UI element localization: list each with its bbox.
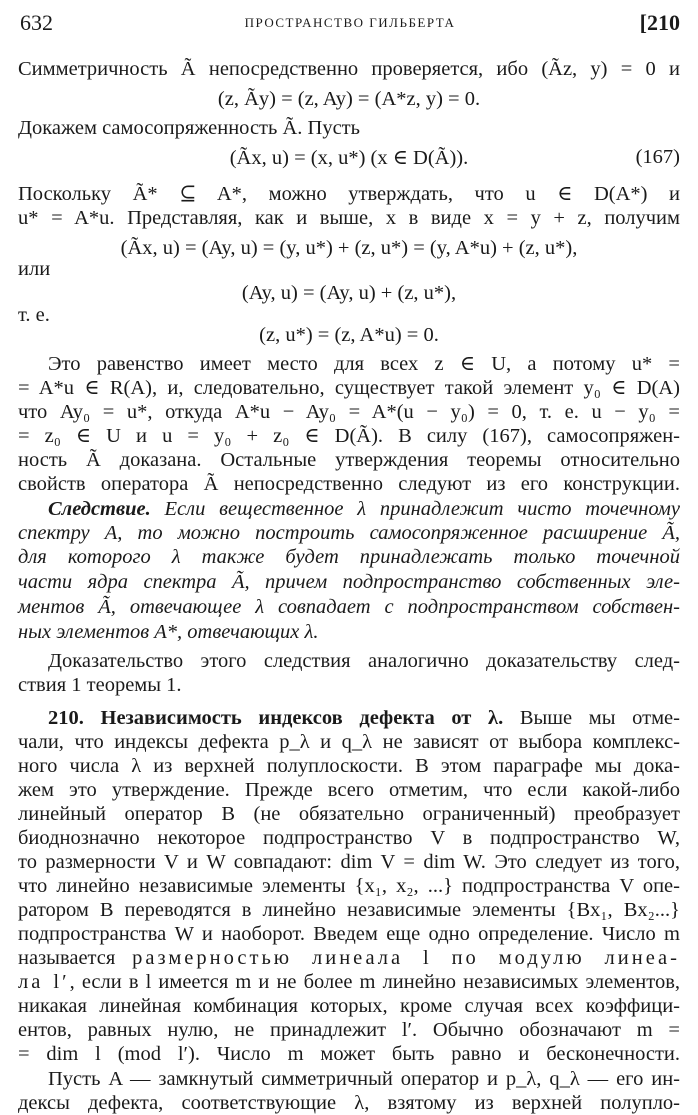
display-equation: (z, Ãy) = (z, Ay) = (A*z, y) = 0. (217, 88, 481, 110)
equation-number: (167) (635, 146, 680, 168)
text-line: Докажем самосопряженность Ã. Пусть (18, 117, 360, 139)
text-line: что линейно независимые элементы {x₁, x₂, ...} подпространства V опе- (18, 875, 680, 897)
corollary-line: части ядра спектра Ã, причем подпространство собственных эле- (18, 571, 680, 593)
text-line: биоднозначно некоторое подпространство V в подпространство W, (18, 827, 680, 849)
text-line: ствия 1 теоремы 1. (18, 674, 182, 696)
display-equation: (Ãx, u) = (Ay, u) = (y, u*) + (z, u*) = (y, A*u) + (z, u*), (120, 237, 578, 259)
corollary-label: Следствие. (48, 498, 151, 520)
text-line: ентов, равных нулю, не принадлежит l′. Обычно обозначают m = (18, 1019, 680, 1041)
display-equation: (Ãx, u) = (x, u*) (x ∈ D(Ã)). (229, 147, 469, 169)
text-line: свойств оператора Ã непосредственно следуют из его конструкции. (18, 473, 680, 495)
text-line: т. е. (18, 304, 50, 326)
text-line: дексы дефекта, соответствующие λ, взятому из верхней полупло- (18, 1092, 680, 1114)
definition-line: ла l′, если в l имеется m и не более m линейно независимых элементов, (18, 971, 680, 993)
text-line: u* = A*u. Представляя, как и выше, x в виде x = y + z, получим (18, 207, 680, 229)
text-line: Симметричность Ã непосредственно проверяется, ибо (Ãz, y) = 0 и (18, 58, 680, 80)
text-line: Доказательство этого следствия аналогично доказательству след- (48, 650, 680, 672)
section-heading-line: 210. Независимость индексов дефекта от λ. Выше мы отме- (48, 707, 680, 729)
text-line: = A*u ∈ R(A), и, следовательно, существует такой элемент y₀ ∈ D(A) (18, 377, 680, 399)
text-line: жем это утверждение. Прежде всего отметим, что если какой-либо (18, 779, 680, 801)
running-header (20, 10, 680, 36)
text-line: то размерности V и W совпадают: dim V = dim W. Это следует из того, (18, 851, 680, 873)
text-line: ратором B переводятся в линейно независимые элементы {Bx₁, Bx₂...} (18, 899, 680, 921)
definition-line: называется размерностью линеала l по модулю линеа- (18, 947, 680, 969)
text-line: линейный оператор B (не обязательно ограниченный) преобразует (18, 803, 680, 825)
text-line: что Ay₀ = u*, откуда A*u − Ay₀ = A*(u − y₀) = 0, т. е. u − y₀ = (18, 401, 680, 423)
text-line: или (18, 258, 51, 280)
corollary-line: Следствие. Если вещественное λ принадлежит чисто точечному (48, 498, 680, 520)
text-line: Это равенство имеет место для всех z ∈ U, а потому u* = (48, 353, 680, 375)
text-line: чали, что индексы дефекта p_λ и q_λ не зависят от выбора комплекс- (18, 731, 680, 753)
corollary-line: спектру A, то можно построить самосопряженное расширение Ã, (18, 522, 680, 544)
corollary-line: ных элементов A*, отвечающих λ. (18, 621, 319, 643)
text-line: = z₀ ∈ U и u = y₀ + z₀ ∈ D(Ã). В силу (167), самосопряжен- (18, 425, 680, 447)
text-line: Поскольку Ã* ⊆ A*, можно утверждать, что u ∈ D(A*) и (18, 183, 680, 205)
display-equation: (z, u*) = (z, A*u) = 0. (259, 324, 439, 346)
display-equation: (Ay, u) = (Ay, u) + (z, u*), (241, 282, 457, 304)
corollary-line: ментов Ã, отвечающее λ совпадает с подпространством собствен- (18, 596, 680, 618)
text-line: Пусть A — замкнутый симметричный оператор и p_λ, q_λ — его ин- (48, 1068, 680, 1090)
text-line: ность Ã доказана. Остальные утверждения теоремы относительно (18, 449, 680, 471)
running-title: ПРОСТРАНСТВО ГИЛЬБЕРТА (244, 15, 456, 30)
corollary-line: для которого λ также будет принадлежать только точечной (18, 546, 680, 568)
defined-term: ла l′ (18, 971, 70, 993)
text-line: никакая линейная комбинация которых, кроме случая всех коэффици- (18, 995, 680, 1017)
text-line: ного числа λ из верхней полуплоскости. В этом параграфе мы дока- (18, 755, 680, 777)
page-number: 632 (20, 10, 53, 35)
text-line: подпространства W и наоборот. Введем еще одно определение. Число m (18, 923, 680, 945)
defined-term: размерностью линеала l по модулю линеа- (132, 947, 680, 969)
text-line: = dim l (mod l′). Число m может быть равно и бесконечности. (18, 1043, 680, 1065)
section-number: [210 (639, 10, 680, 35)
section-heading: 210. Независимость индексов дефекта от λ. (48, 707, 504, 729)
